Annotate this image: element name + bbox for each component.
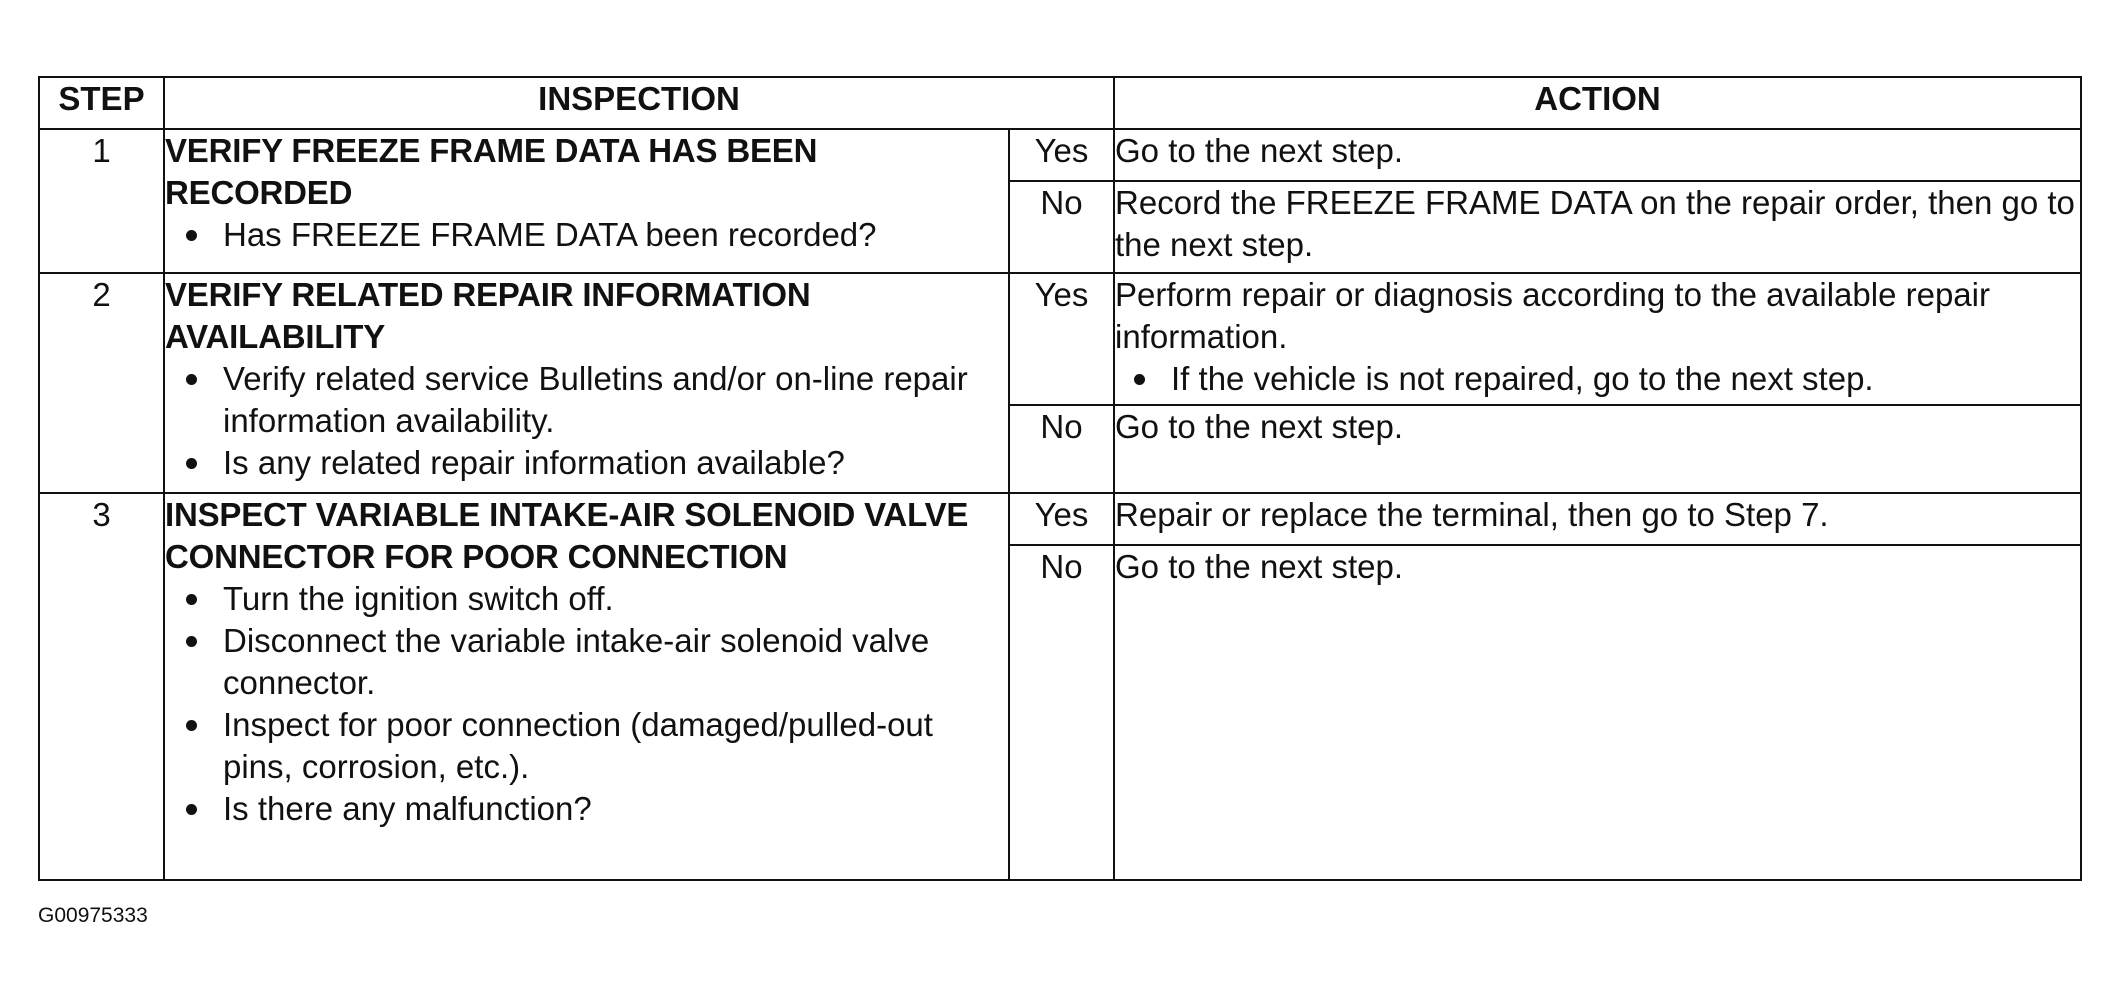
inspection-bullets (165, 358, 1008, 484)
no-label: No (1009, 181, 1114, 273)
step-number: 2 (39, 273, 164, 493)
bullet-item: Turn the ignition switch off. (223, 578, 1008, 620)
step-1-yes-row (39, 129, 2081, 181)
inspection-title: VERIFY RELATED REPAIR INFORMATION AVAILABILITY (165, 276, 811, 355)
no-action: Record the FREEZE FRAME DATA on the repair order, then go to the next step. (1114, 181, 2081, 273)
step-number: 1 (39, 129, 164, 273)
yes-label: Yes (1009, 493, 1114, 545)
yes-label: Yes (1009, 273, 1114, 405)
no-action: Go to the next step. (1114, 405, 2081, 493)
inspection-bullets (165, 214, 1008, 256)
yes-label: Yes (1009, 129, 1114, 181)
header-row (39, 77, 2081, 129)
yes-action: Repair or replace the terminal, then go to Step 7. (1114, 493, 2081, 545)
yes-action: Perform repair or diagnosis according to the available repair information. (1115, 276, 1990, 355)
step-header: STEP (39, 77, 164, 129)
step-number: 3 (39, 493, 164, 880)
inspection-cell (164, 273, 1009, 493)
no-action: Go to the next step. (1114, 545, 2081, 880)
bullet-item: Disconnect the variable intake-air solenoid valve connector. (223, 620, 1008, 704)
figure-id: G00975333 (38, 904, 148, 927)
diagnostic-table (38, 76, 2082, 881)
bullet-item: Verify related service Bulletins and/or on-line repair information availability. (223, 358, 1008, 442)
step-3-yes-row (39, 493, 2081, 545)
action-bullets (1115, 358, 2080, 400)
bullet-item: Is there any malfunction? (223, 788, 1008, 830)
inspection-title: VERIFY FREEZE FRAME DATA HAS BEEN RECORDED (165, 132, 818, 211)
inspection-cell (164, 493, 1009, 880)
bullet-item: If the vehicle is not repaired, go to the next step. (1171, 358, 2080, 400)
inspection-title: INSPECT VARIABLE INTAKE-AIR SOLENOID VALVE CONNECTOR FOR POOR CONNECTION (165, 496, 969, 575)
inspection-header: INSPECTION (164, 77, 1114, 129)
no-label: No (1009, 405, 1114, 493)
bullet-item: Is any related repair information available? (223, 442, 1008, 484)
yes-action-cell (1114, 273, 2081, 405)
inspection-bullets (165, 578, 1008, 830)
inspection-cell (164, 129, 1009, 273)
step-2-yes-row (39, 273, 2081, 405)
action-header: ACTION (1114, 77, 2081, 129)
bullet-item: Inspect for poor connection (damaged/pulled-out pins, corrosion, etc.). (223, 704, 1008, 788)
bullet-item: Has FREEZE FRAME DATA been recorded? (223, 214, 1008, 256)
no-label: No (1009, 545, 1114, 880)
yes-action: Go to the next step. (1114, 129, 2081, 181)
